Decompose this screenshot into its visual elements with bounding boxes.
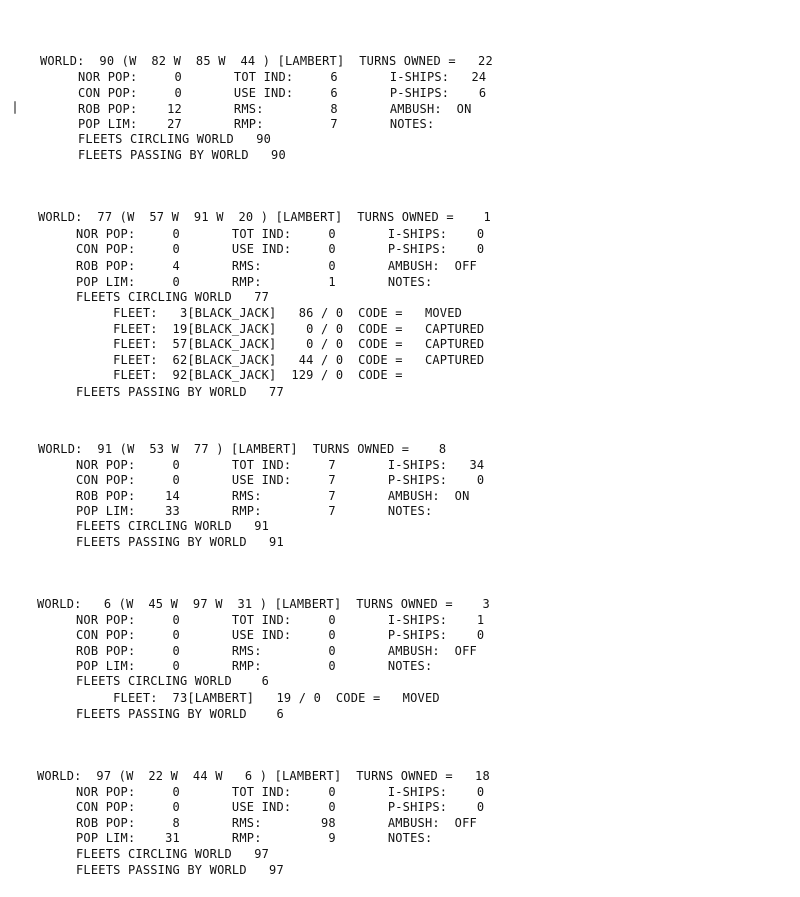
report-line: ROB POP: 12 RMS: 8 AMBUSH: ON bbox=[78, 102, 472, 116]
report-line: ROB POP: 14 RMS: 7 AMBUSH: ON bbox=[76, 489, 470, 503]
report-line: NOR POP: 0 TOT IND: 0 I-SHIPS: 1 bbox=[76, 613, 485, 627]
world-header: WORLD: 77 (W 57 W 91 W 20 ) [LAMBERT] TURNS OWNED = 1 bbox=[38, 210, 491, 224]
world-header: WORLD: 97 (W 22 W 44 W 6 ) [LAMBERT] TURNS OWNED = 18 bbox=[37, 769, 490, 783]
fleets-passing-line: FLEETS PASSING BY WORLD 6 bbox=[76, 707, 284, 721]
report-line: CON POP: 0 USE IND: 6 P-SHIPS: 6 bbox=[78, 86, 487, 100]
report-line: POP LIM: 31 RMP: 9 NOTES: bbox=[76, 831, 433, 845]
world-header: WORLD: 91 (W 53 W 77 ) [LAMBERT] TURNS OWNED = 8 bbox=[38, 442, 447, 456]
fleet-line: FLEET: 3[BLACK_JACK] 86 / 0 CODE = MOVED bbox=[76, 306, 463, 320]
report-line: NOR POP: 0 TOT IND: 6 I-SHIPS: 24 bbox=[78, 70, 487, 84]
fleet-line: FLEET: 92[BLACK_JACK] 129 / 0 CODE = bbox=[76, 368, 403, 382]
paper-speck bbox=[14, 101, 16, 114]
fleets-circling-line: FLEETS CIRCLING WORLD 6 bbox=[76, 674, 270, 688]
report-line: NOR POP: 0 TOT IND: 7 I-SHIPS: 34 bbox=[76, 458, 485, 472]
world-header: WORLD: 6 (W 45 W 97 W 31 ) [LAMBERT] TURNS OWNED = 3 bbox=[37, 597, 490, 611]
report-line: CON POP: 0 USE IND: 7 P-SHIPS: 0 bbox=[76, 473, 485, 487]
report-line: ROB POP: 0 RMS: 0 AMBUSH: OFF bbox=[76, 644, 477, 658]
fleets-circling-line: FLEETS CIRCLING WORLD 77 bbox=[76, 290, 270, 304]
report-line: POP LIM: 0 RMP: 1 NOTES: bbox=[76, 275, 433, 289]
fleet-line: FLEET: 57[BLACK_JACK] 0 / 0 CODE = CAPTURED bbox=[76, 337, 485, 351]
world-header: WORLD: 90 (W 82 W 85 W 44 ) [LAMBERT] TURNS OWNED = 22 bbox=[40, 54, 493, 68]
report-line: POP LIM: 0 RMP: 0 NOTES: bbox=[76, 659, 433, 673]
fleets-circling-line: FLEETS CIRCLING WORLD 90 bbox=[78, 132, 272, 146]
report-line: POP LIM: 27 RMP: 7 NOTES: bbox=[78, 117, 435, 131]
fleet-line: FLEET: 19[BLACK_JACK] 0 / 0 CODE = CAPTURED bbox=[76, 322, 485, 336]
report-line: POP LIM: 33 RMP: 7 NOTES: bbox=[76, 504, 433, 518]
report-line: CON POP: 0 USE IND: 0 P-SHIPS: 0 bbox=[76, 800, 485, 814]
report-line: NOR POP: 0 TOT IND: 0 I-SHIPS: 0 bbox=[76, 785, 485, 799]
report-line: ROB POP: 8 RMS: 98 AMBUSH: OFF bbox=[76, 816, 477, 830]
fleets-passing-line: FLEETS PASSING BY WORLD 91 bbox=[76, 535, 284, 549]
fleet-line: FLEET: 73[LAMBERT] 19 / 0 CODE = MOVED bbox=[76, 691, 440, 705]
fleets-circling-line: FLEETS CIRCLING WORLD 97 bbox=[76, 847, 270, 861]
report-line: CON POP: 0 USE IND: 0 P-SHIPS: 0 bbox=[76, 628, 485, 642]
fleets-passing-line: FLEETS PASSING BY WORLD 77 bbox=[76, 385, 284, 399]
report-line: NOR POP: 0 TOT IND: 0 I-SHIPS: 0 bbox=[76, 227, 485, 241]
report-line: ROB POP: 4 RMS: 0 AMBUSH: OFF bbox=[76, 259, 477, 273]
fleets-circling-line: FLEETS CIRCLING WORLD 91 bbox=[76, 519, 270, 533]
fleets-passing-line: FLEETS PASSING BY WORLD 90 bbox=[78, 148, 286, 162]
fleets-passing-line: FLEETS PASSING BY WORLD 97 bbox=[76, 863, 284, 877]
report-line: CON POP: 0 USE IND: 0 P-SHIPS: 0 bbox=[76, 242, 485, 256]
fleet-line: FLEET: 62[BLACK_JACK] 44 / 0 CODE = CAPTURED bbox=[76, 353, 485, 367]
